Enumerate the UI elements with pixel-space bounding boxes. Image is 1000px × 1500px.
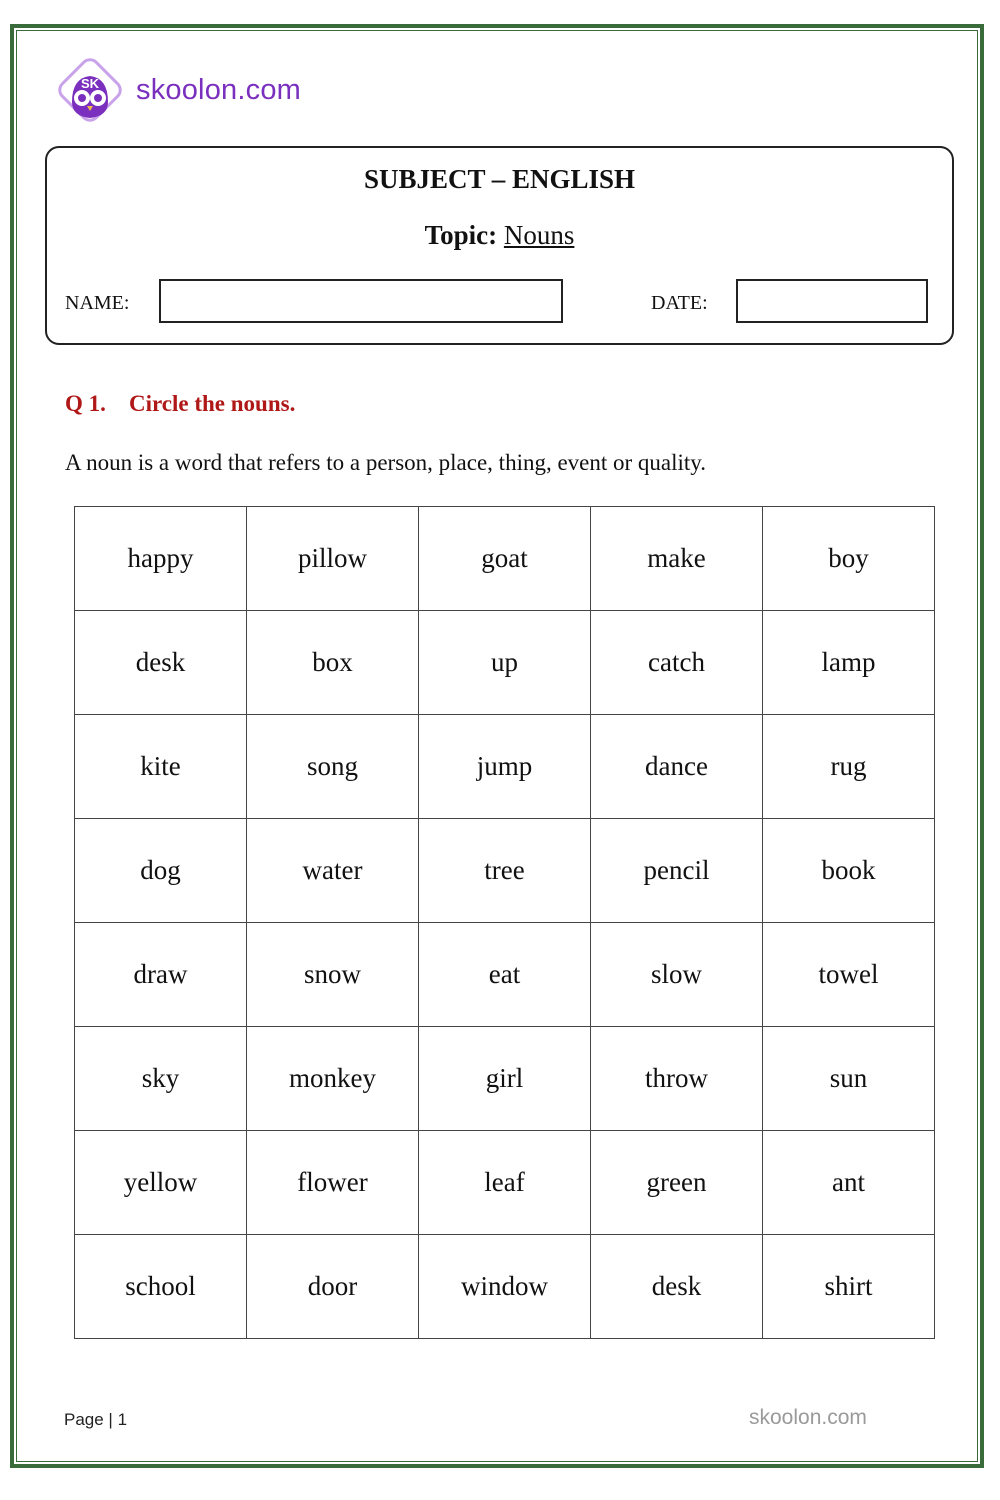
word-cell[interactable]: shirt [763, 1235, 935, 1339]
word-cell[interactable]: throw [591, 1027, 763, 1131]
topic-label: Topic: [424, 220, 498, 250]
noun-definition: A noun is a word that refers to a person, place, thing, event or quality. [65, 450, 707, 475]
word-cell[interactable]: lamp [763, 611, 935, 715]
topic-line [47, 220, 952, 251]
word-cell[interactable]: dog [75, 819, 247, 923]
owl-logo-icon [50, 50, 130, 130]
logo-letters: SK [80, 76, 100, 91]
name-field[interactable] [159, 279, 563, 323]
word-row [75, 611, 935, 715]
word-cell[interactable]: up [419, 611, 591, 715]
word-cell[interactable]: monkey [247, 1027, 419, 1131]
word-row [75, 1131, 935, 1235]
word-row [75, 715, 935, 819]
word-cell[interactable]: rug [763, 715, 935, 819]
word-row [75, 507, 935, 611]
word-cell[interactable]: snow [247, 923, 419, 1027]
word-grid [74, 506, 935, 1339]
footer-site: skoolon.com [749, 1406, 867, 1429]
word-cell[interactable]: jump [419, 715, 591, 819]
word-cell[interactable]: desk [75, 611, 247, 715]
word-cell[interactable]: desk [591, 1235, 763, 1339]
word-cell[interactable]: goat [419, 507, 591, 611]
word-cell[interactable]: window [419, 1235, 591, 1339]
question-number: Q 1. [65, 391, 106, 416]
word-cell[interactable]: box [247, 611, 419, 715]
word-cell[interactable]: green [591, 1131, 763, 1235]
word-cell[interactable]: sun [763, 1027, 935, 1131]
word-cell[interactable]: leaf [419, 1131, 591, 1235]
word-cell[interactable]: kite [75, 715, 247, 819]
question-heading [65, 391, 295, 417]
word-cell[interactable]: tree [419, 819, 591, 923]
word-cell[interactable]: catch [591, 611, 763, 715]
word-row [75, 1027, 935, 1131]
question-instruction: Circle the nouns. [129, 391, 296, 416]
word-cell[interactable]: sky [75, 1027, 247, 1131]
date-label: DATE: [651, 292, 708, 314]
word-cell[interactable]: song [247, 715, 419, 819]
word-cell[interactable]: dance [591, 715, 763, 819]
word-cell[interactable]: book [763, 819, 935, 923]
subject-title: SUBJECT – ENGLISH [363, 164, 636, 194]
name-label: NAME: [65, 292, 130, 314]
word-cell[interactable]: flower [247, 1131, 419, 1235]
header-box [45, 146, 954, 345]
logo[interactable] [50, 50, 301, 130]
site-name: skoolon.com [136, 73, 301, 106]
word-row [75, 923, 935, 1027]
word-cell[interactable]: eat [419, 923, 591, 1027]
word-cell[interactable]: pillow [247, 507, 419, 611]
word-cell[interactable]: towel [763, 923, 935, 1027]
word-cell[interactable]: school [75, 1235, 247, 1339]
word-cell[interactable]: yellow [75, 1131, 247, 1235]
date-field[interactable] [736, 279, 928, 323]
word-cell[interactable]: pencil [591, 819, 763, 923]
word-cell[interactable]: girl [419, 1027, 591, 1131]
word-cell[interactable]: draw [75, 923, 247, 1027]
word-cell[interactable]: door [247, 1235, 419, 1339]
word-cell[interactable]: slow [591, 923, 763, 1027]
word-row [75, 1235, 935, 1339]
word-cell[interactable]: ant [763, 1131, 935, 1235]
topic-value: Nouns [503, 220, 575, 250]
page-number: Page | 1 [64, 1410, 128, 1429]
word-cell[interactable]: boy [763, 507, 935, 611]
word-cell[interactable]: make [591, 507, 763, 611]
word-cell[interactable]: water [247, 819, 419, 923]
word-row [75, 819, 935, 923]
word-cell[interactable]: happy [75, 507, 247, 611]
